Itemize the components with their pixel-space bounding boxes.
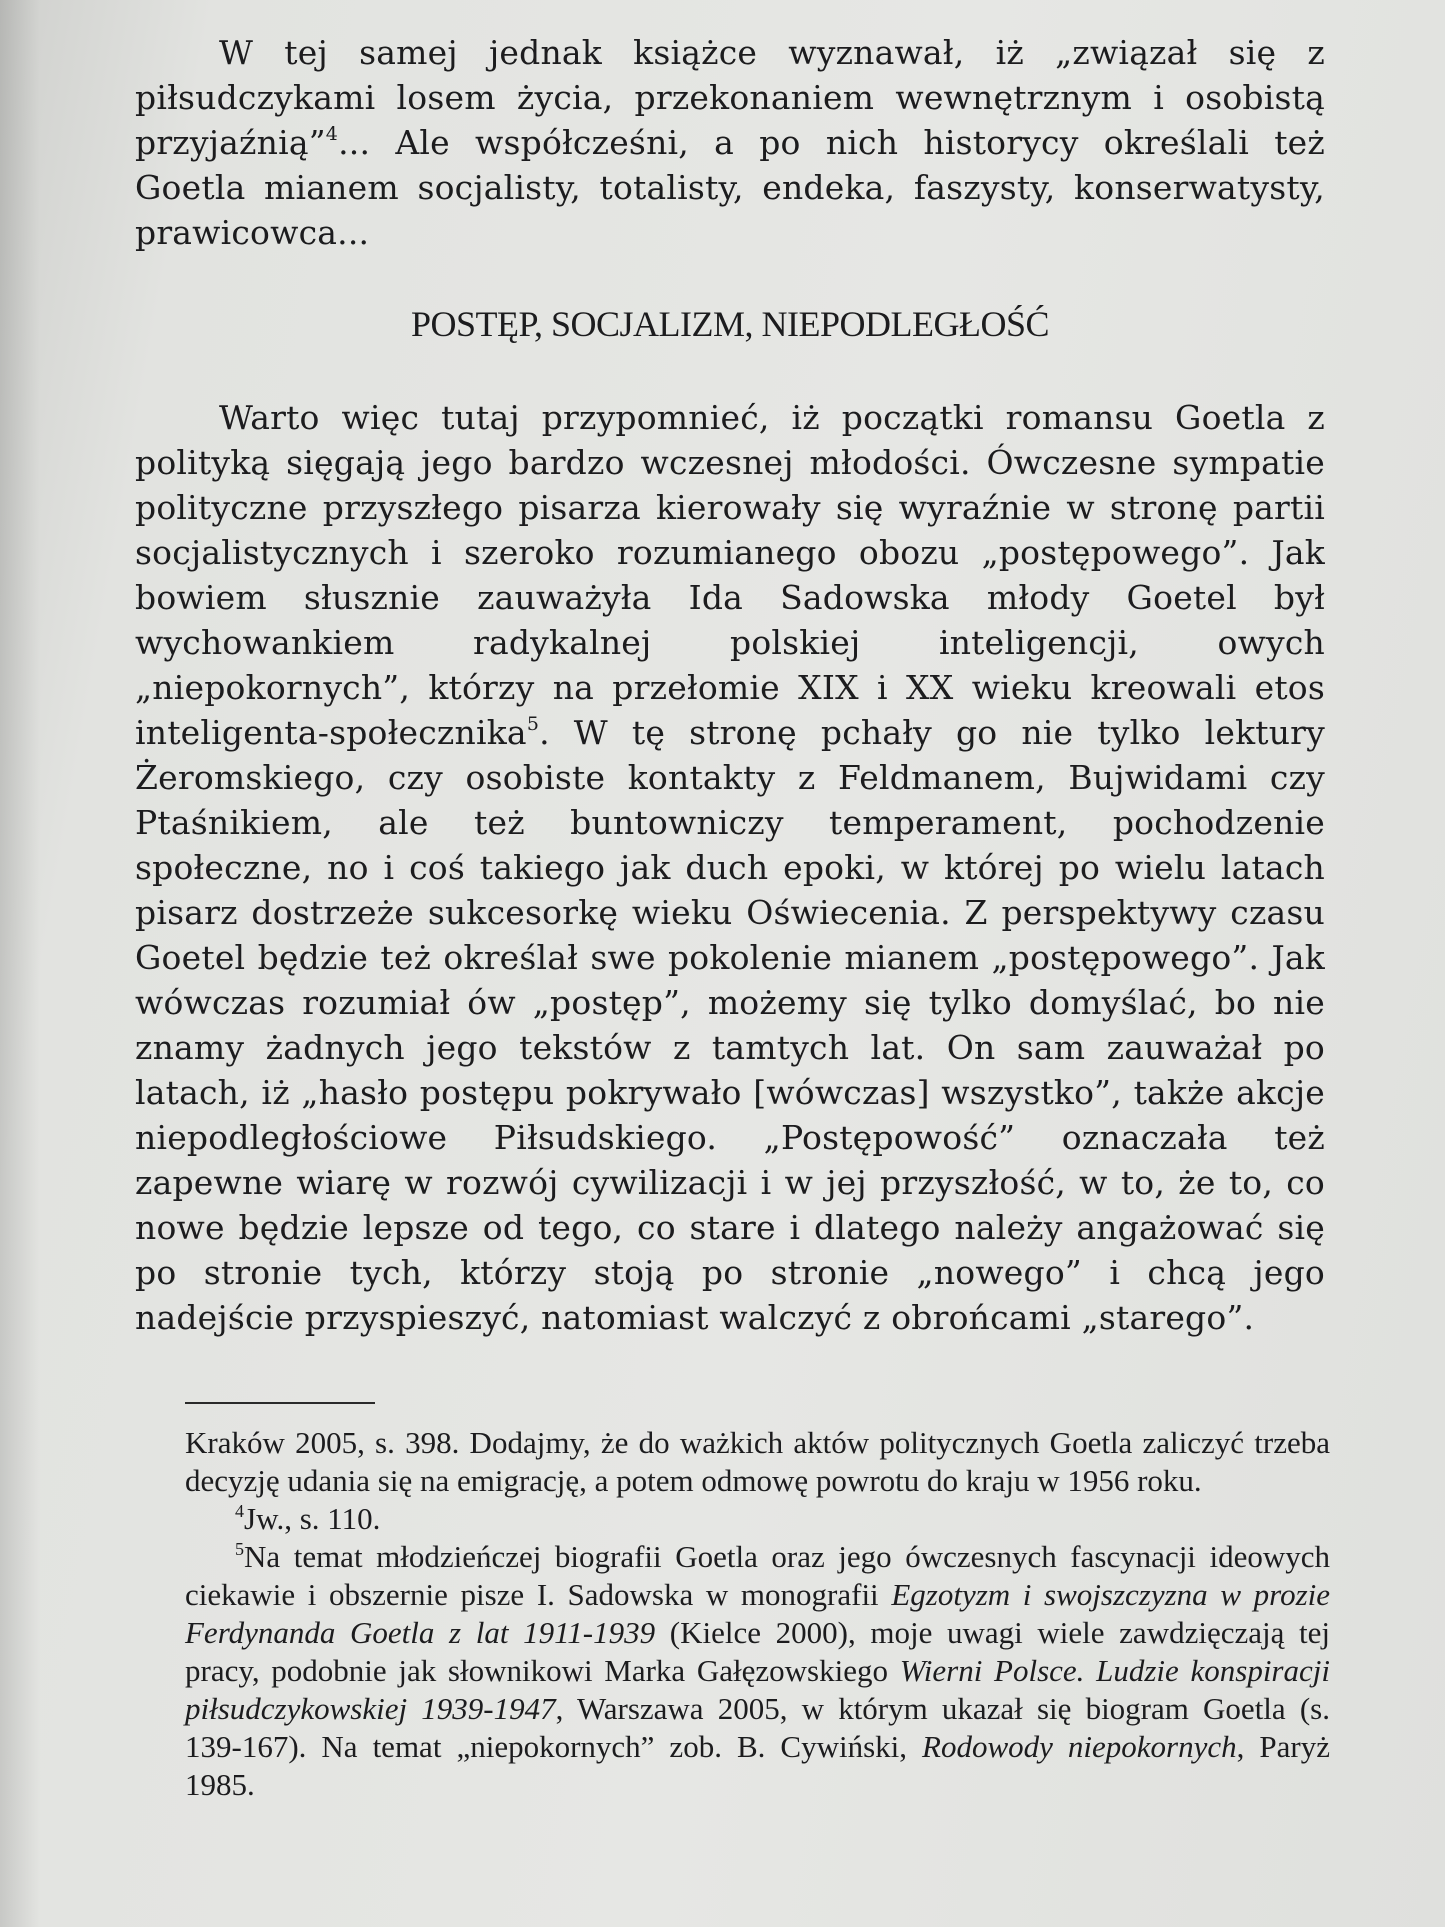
footnote-5 (185, 1538, 1330, 1804)
main-paragraph (135, 395, 1325, 1340)
text-column (135, 30, 1331, 1804)
footnote-number-4: 4 (235, 1501, 244, 1521)
footnote-continued: Kraków 2005, s. 398. Dodajmy, że do ważkich aktów politycznych Goetla zaliczyć trzeba decyzję udania się na emigrację, a potem odmowę powrotu do kraju w 1956 roku. (185, 1425, 1330, 1498)
footnote-4-text: Jw., s. 110. (244, 1501, 381, 1536)
footnote-ref-4: 4 (325, 123, 339, 145)
main-text: Warto więc tutaj przypomnieć, iż początki romansu Goetla z polityką sięgają jego bardzo wczesnej młodości. Ówczesne sympatie polityczne przyszłego pisarza kierowały się wyraźnie w stronę partii socjalistycznych i szeroko rozumianego obozu „postępowego”. Jak bowiem słusznie zauważyła Ida Sadowska młody Goetel był wychowankiem radykalnej polskiej inteligencji, owych „niepokornych”, którzy na przełomie XIX i XX wieku kreowali etos inteligenta-społecznika (135, 398, 1325, 752)
footnote-ref-5: 5 (526, 713, 540, 735)
footnotes (185, 1424, 1330, 1804)
section-heading: POSTĘP, SOCJALIZM, NIEPODLEGŁOŚĆ (410, 304, 1050, 344)
intro-paragraph (135, 30, 1325, 255)
footnote-5-title-3: Rodowody niepokornych (922, 1729, 1237, 1764)
footnote-divider (185, 1402, 375, 1404)
footnote-5-title-1: Egzotyzm i swojszczyzna w prozie Ferdynanda Goetla z lat 1911-1939 (185, 1577, 1331, 1650)
footnote-5-text-4: , Paryż 1985. (185, 1729, 1330, 1802)
footnote-5-title-2: Wierni Polsce. Ludzie konspiracji piłsudczykowskiej 1939-1947 (185, 1653, 1330, 1726)
footnote-number-5: 5 (235, 1539, 244, 1559)
footnote-5-text-2: (Kielce 2000), moje uwagi wiele zawdzięczają tej pracy, podobnie jak słownikowi Marka Gałęzowskiego (185, 1615, 1330, 1688)
intro-text-continued: ... Ale współcześni, a po nich historycy określali też Goetla mianem socjalisty, totalisty, endeka, faszysty, konserwatysty, prawicowca... (135, 123, 1325, 252)
gutter-shadow (0, 0, 40, 1927)
intro-text: W tej samej jednak książce wyznawał, iż „związał się z piłsudczykami losem życia, przekonaniem wewnętrznym i osobistą przyjaźnią” (135, 33, 1325, 162)
footnote-5-text-1: Na temat młodzieńczej biografii Goetla oraz jego ówczesnych fascynacji ideowych ciekawie i obszernie pisze I. Sadowska w monografii (185, 1539, 1330, 1612)
footnote-5-text-3: , Warszawa 2005, w którym ukazał się biogram Goetla (s. 139-167). Na temat „niepokornych” zob. B. Cywiński, (185, 1691, 1330, 1764)
main-text-continued: . W tę stronę pchały go nie tylko lektury Żeromskiego, czy osobiste kontakty z Feldmanem, Bujwidami czy Ptaśnikiem, ale też buntowniczy temperament, pochodzenie społeczne, no i coś takiego jak duch epoki, w której po wielu latach pisarz dostrzeże sukcesorkę wieku Oświecenia. Z perspektywy czasu Goetel będzie też określał swe pokolenie mianem „postępowego”. Jak wówczas rozumiał ów „postęp”, możemy się tylko domyślać, bo nie znamy żadnych jego tekstów z tamtych lat. On sam zauważał po latach, iż „hasło postępu pokrywało [wówczas] wszystko”, także akcje niepodległościowe Piłsudskiego. „Postępowość” oznaczała też zapewne wiarę w rozwój cywilizacji i w jej przyszłość, w to, że to, co nowe będzie lepsze od tego, co stare i dlatego należy angażować się po stronie tych, którzy stoją po stronie „nowego” i chcą jego nadejście przyspieszyć, natomiast walczyć z obrońcami „starego”. (135, 713, 1325, 1337)
footnote-4 (185, 1500, 1330, 1538)
